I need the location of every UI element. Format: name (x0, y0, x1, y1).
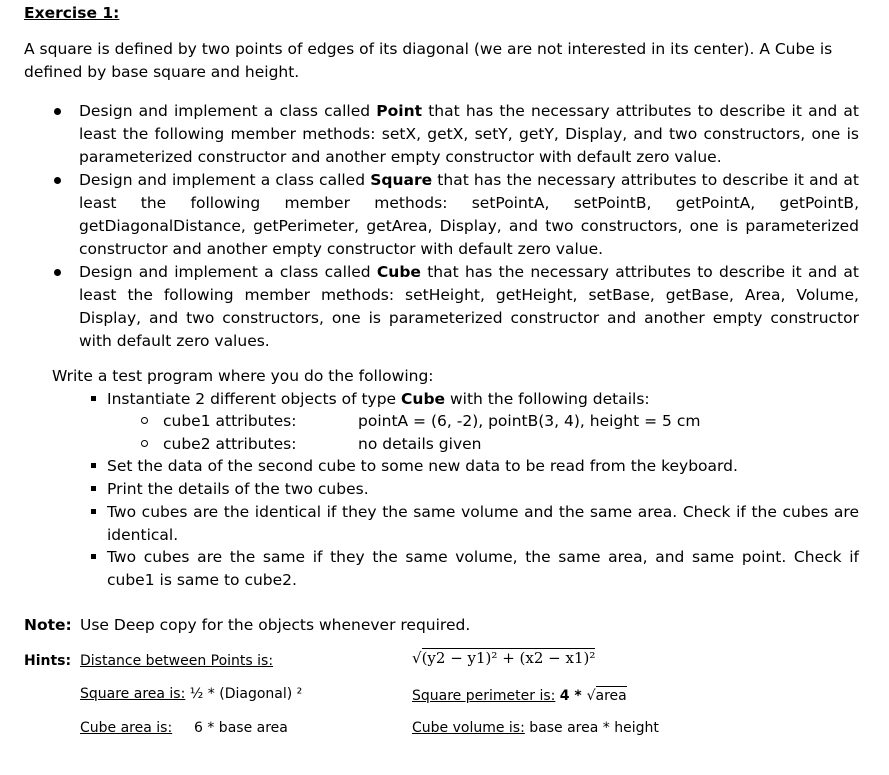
instantiate-post: with the following details: (445, 390, 650, 408)
cube1-label: cube1 attributes: (163, 412, 297, 430)
distance-formula (412, 648, 595, 667)
bullet-point-class (79, 100, 859, 169)
bullet-dot (54, 177, 61, 184)
sqrt-symbol: √ (586, 688, 596, 704)
square-perimeter-label: Square perimeter is: (412, 688, 556, 704)
bullet-pre: Design and implement a class called (79, 171, 371, 189)
print-details-item: Print the details of the two cubes. (107, 480, 369, 498)
cube2-label: cube2 attributes: (163, 435, 297, 453)
cube1-value: pointA = (6, -2), pointB(3, 4), height = 5 cm (358, 412, 701, 430)
bullet-class-name: Point (376, 102, 423, 120)
bullet-post: that has the necessary attributes to describe it and at least the following member methods: setX, getX, setY, getY, Display, and two constructors, one is parameterized constructor and another empty constructor with default zero value. (79, 102, 859, 166)
cube-volume-hint (412, 720, 659, 736)
bullet-post: that has the necessary attributes to describe it and at least the following member methods: setPointA, setPointB, getPointA, getPointB, getDiagonalDistance, getPerimeter, getArea, Display, and two constructors, one is parameterized constructor and another empty constructor with default zero value. (79, 171, 859, 258)
cube-area-formula: 6 * base area (194, 720, 288, 736)
bullet-square-class (79, 169, 859, 261)
instantiate-class: Cube (401, 390, 446, 408)
cube2-value: no details given (358, 435, 482, 453)
note-label: Note: (24, 616, 72, 634)
bullet-dot (54, 108, 61, 115)
cube-volume-formula: base area * height (529, 720, 659, 736)
note-text: Use Deep copy for the objects whenever required. (80, 616, 471, 634)
bullet-class-name: Cube (376, 263, 421, 281)
exercise-title: Exercise 1: (24, 4, 120, 22)
set-data-item: Set the data of the second cube to some new data to be read from the keyboard. (107, 457, 738, 475)
sqrt-symbol: √ (412, 649, 422, 667)
cube-area-hint (80, 720, 172, 736)
bullet-pre: Design and implement a class called (79, 102, 377, 120)
instantiate-item (107, 388, 650, 411)
cube-area-label: Cube area is: (80, 720, 173, 736)
bullet-post: that has the necessary attributes to describe it and at least the following member methods: setHeight, getHeight, setBase, getBase, Area, Volume, Display, and two constructors, one is parameterized constructor and another empty constructor with default zero values. (79, 263, 859, 350)
intro-paragraph: A square is defined by two points of edges of its diagonal (we are not interested in its center). A Cube is defined by base square and height. (24, 40, 833, 81)
square-area-formula: ½ * (Diagonal) ² (189, 686, 303, 702)
bullet-cube-class (79, 261, 859, 353)
perimeter-formula-num: 4 * (559, 688, 587, 704)
cube-volume-label: Cube volume is: (412, 720, 525, 736)
square-bullet (91, 554, 96, 559)
bullet-dot (54, 269, 61, 276)
perimeter-radicand: area (595, 688, 627, 704)
square-perimeter-hint (412, 686, 627, 704)
hints-label: Hints: (24, 653, 72, 669)
square-area-label: Square area is: (80, 686, 186, 702)
square-area-hint (80, 686, 302, 702)
distance-radicand: (y2 − y1)² + (x2 − x1)² (421, 649, 596, 667)
same-item: Two cubes are the same if they the same volume, the same area, and same point. Check if cube1 is same to cube2. (107, 548, 859, 589)
bullet-pre: Design and implement a class called (79, 263, 377, 281)
circle-bullet (141, 417, 148, 424)
circle-bullet (141, 440, 148, 447)
square-bullet (91, 463, 96, 468)
square-bullet (91, 486, 96, 491)
identical-item: Two cubes are the identical if they the same volume and the same area. Check if the cubes are identical. (107, 503, 859, 544)
distance-label: Distance between Points is: (80, 653, 274, 669)
instantiate-pre: Instantiate 2 different objects of type (107, 390, 402, 408)
square-bullet (91, 509, 96, 514)
bullet-class-name: Square (370, 171, 433, 189)
square-bullet (91, 396, 96, 401)
test-heading: Write a test program where you do the following: (52, 367, 434, 385)
